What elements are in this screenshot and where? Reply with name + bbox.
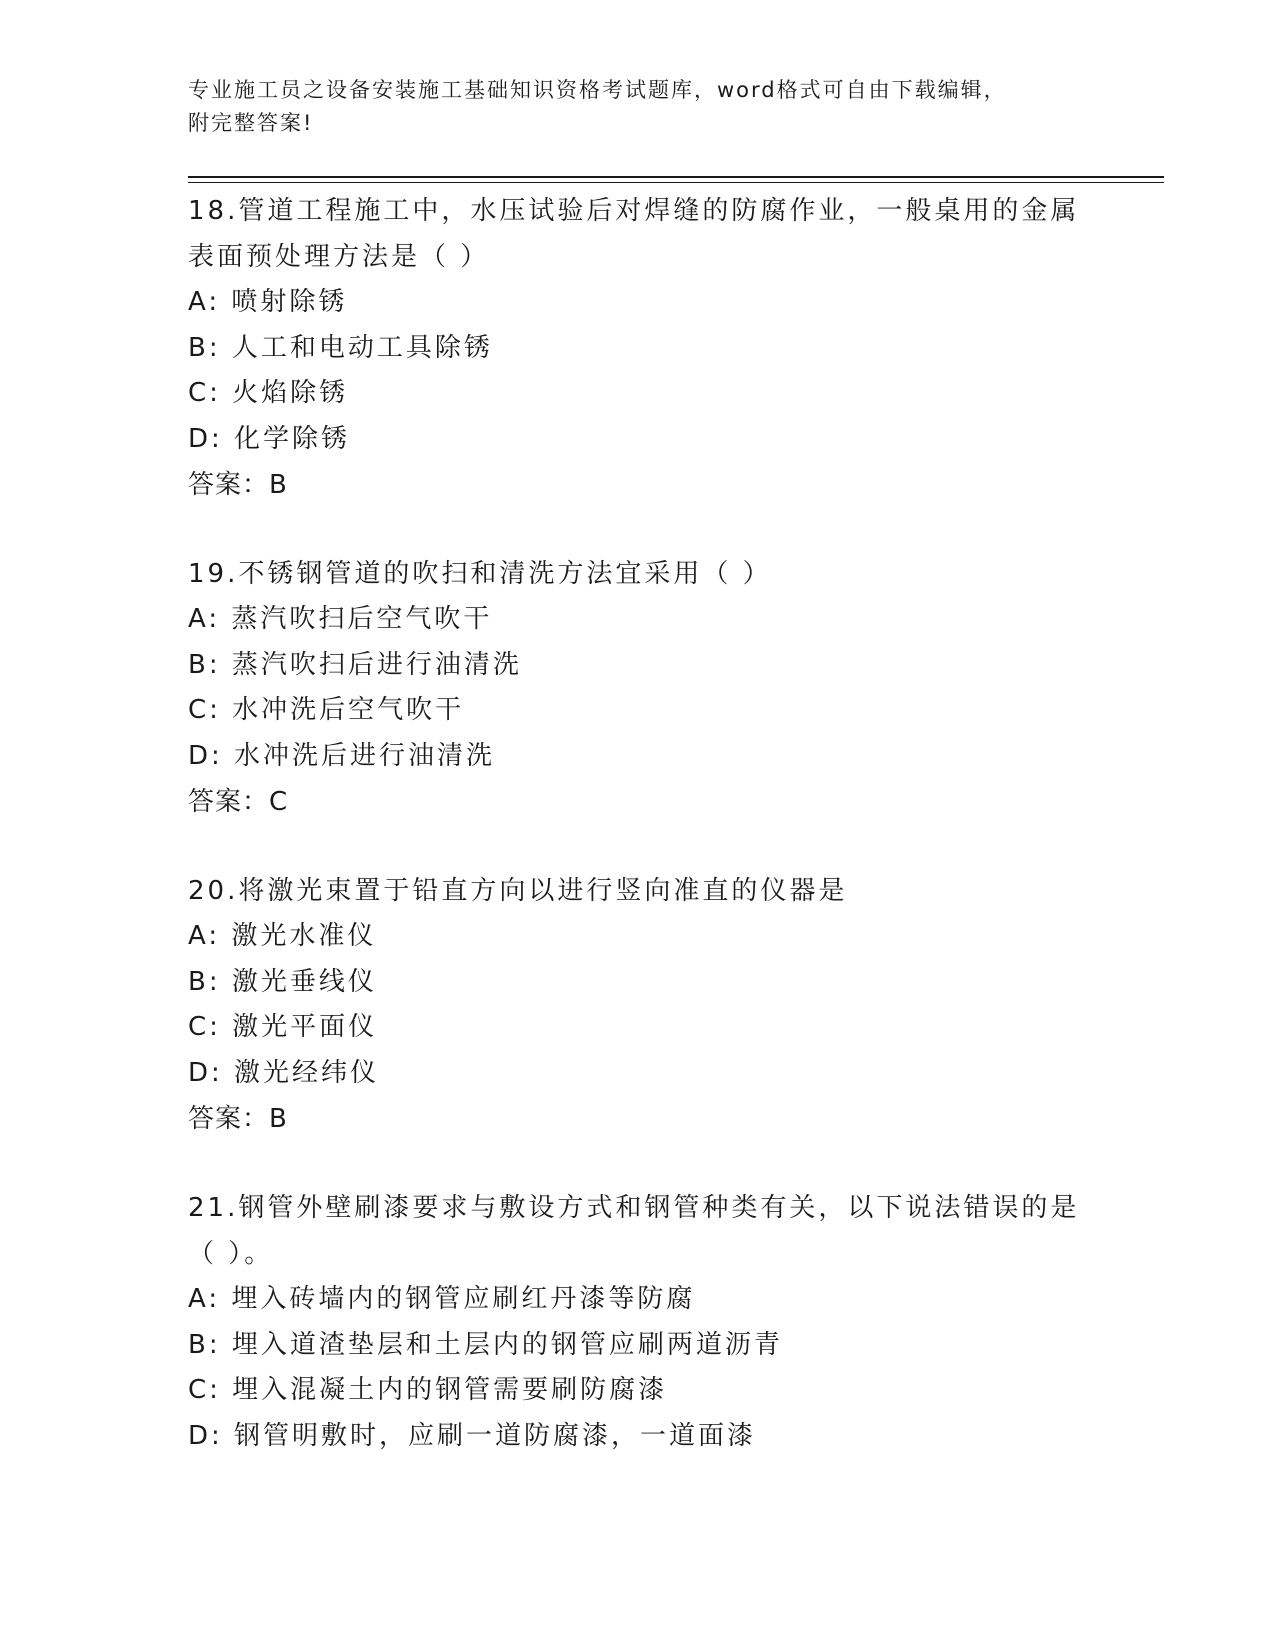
question-text: 19.不锈钢管道的吹扫和清洗方法宜采用（ ） bbox=[188, 559, 772, 589]
header-line-1: 专业施工员之设备安装施工基础知识资格考试题库，word格式可自由下载编辑， bbox=[188, 78, 1007, 102]
question-19 bbox=[188, 551, 1088, 825]
header-divider-thick bbox=[188, 176, 1164, 178]
option-d: D: 化学除锈 bbox=[188, 423, 351, 454]
option-a: A: 喷射除锈 bbox=[188, 287, 348, 317]
option-c: C: 埋入混凝土内的钢管需要刷防腐漆 bbox=[188, 1375, 668, 1405]
option-b: B: 蒸汽吹扫后进行油清洗 bbox=[188, 649, 522, 680]
option-c: C: 激光平面仪 bbox=[188, 1012, 378, 1042]
question-18 bbox=[188, 188, 1088, 508]
answer-line: 答案：B bbox=[188, 470, 288, 500]
option-d: D: 激光经纬仪 bbox=[188, 1057, 380, 1088]
option-a: A: 激光水准仪 bbox=[188, 921, 377, 951]
header-line-2: 附完整答案! bbox=[188, 111, 314, 135]
question-text: 18.管道工程施工中，水压试验后对焊缝的防腐作业，一般桌用的金属 bbox=[188, 196, 1080, 226]
option-b: B: 人工和电动工具除锈 bbox=[188, 332, 493, 363]
answer-line: 答案：B bbox=[188, 1104, 288, 1134]
option-d: D: 水冲洗后进行油清洗 bbox=[188, 740, 496, 771]
option-d: D: 钢管明敷时，应刷一道防腐漆，一道面漆 bbox=[188, 1420, 757, 1451]
header-divider-thin bbox=[188, 182, 1164, 183]
option-b: B: 激光垂线仪 bbox=[188, 966, 377, 997]
document-header bbox=[188, 74, 1088, 140]
question-text: 20.将激光束置于铅直方向以进行竖向准直的仪器是 bbox=[188, 876, 848, 906]
question-text-continued: 表面预处理方法是（ ） bbox=[188, 242, 490, 272]
question-list bbox=[188, 188, 1088, 1502]
option-c: C: 水冲洗后空气吹干 bbox=[188, 695, 465, 725]
option-a: A: 蒸汽吹扫后空气吹干 bbox=[188, 604, 493, 634]
question-text-continued: （ ）。 bbox=[188, 1239, 274, 1269]
option-c: C: 火焰除锈 bbox=[188, 378, 349, 408]
question-21 bbox=[188, 1185, 1088, 1459]
question-text: 21.钢管外壁刷漆要求与敷设方式和钢管种类有关，以下说法错误的是 bbox=[188, 1193, 1080, 1223]
answer-line: 答案：C bbox=[188, 787, 289, 817]
option-b: B: 埋入道渣垫层和土层内的钢管应刷两道沥青 bbox=[188, 1329, 783, 1360]
question-20 bbox=[188, 868, 1088, 1142]
option-a: A: 埋入砖墙内的钢管应刷红丹漆等防腐 bbox=[188, 1284, 696, 1314]
